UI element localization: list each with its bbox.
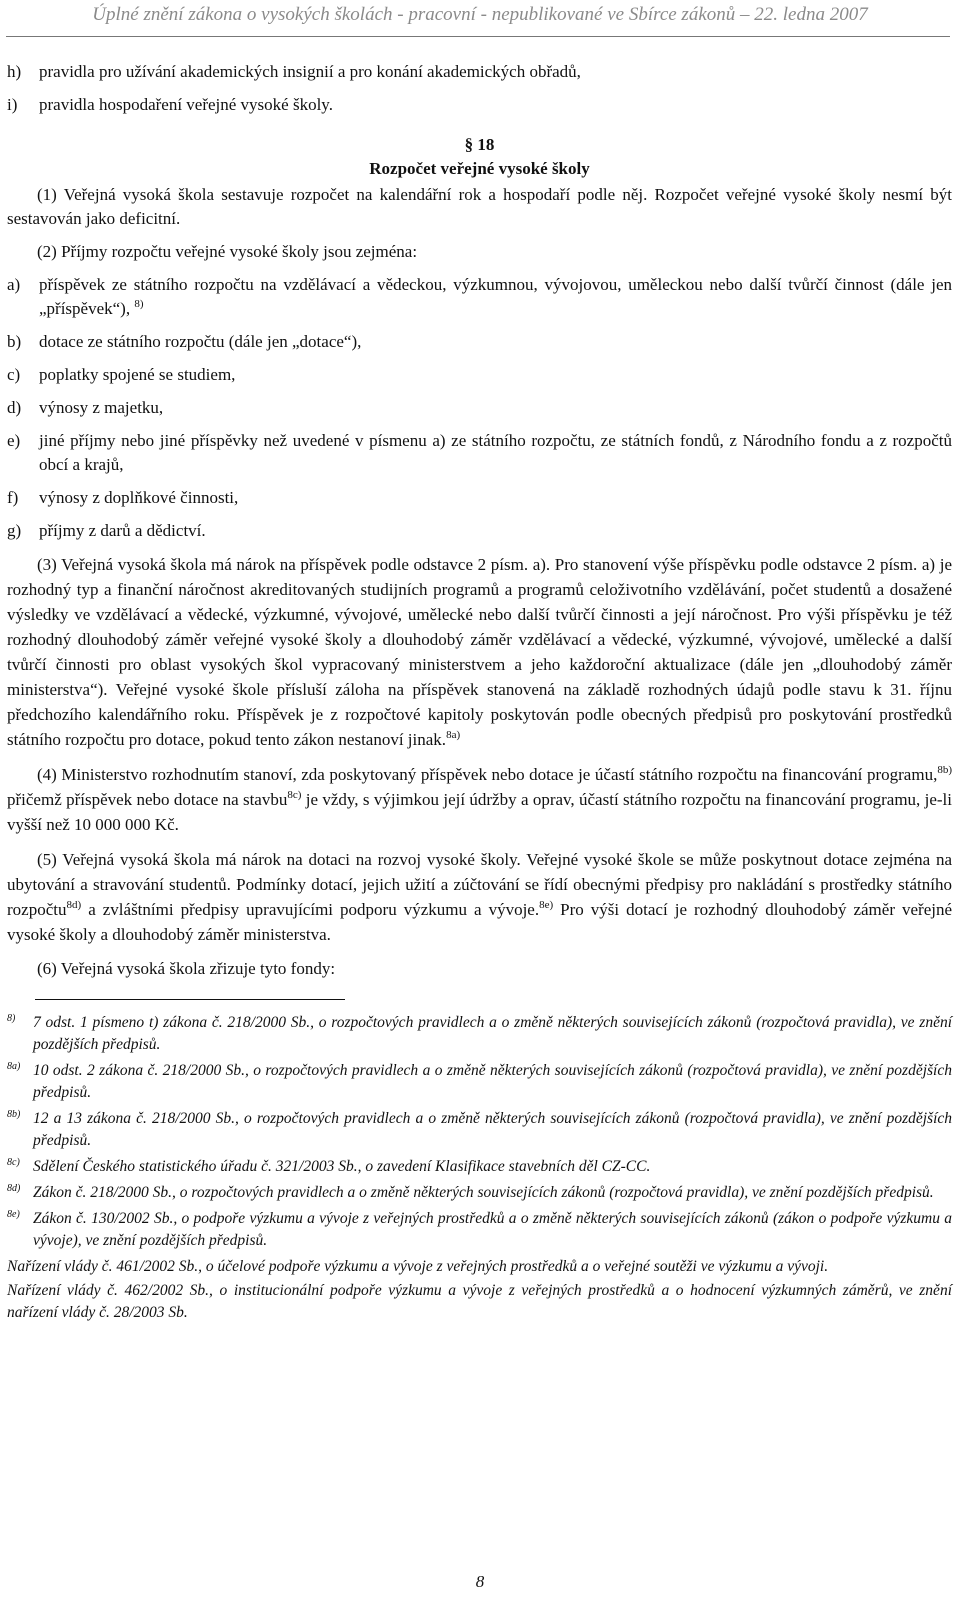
section-number: § 18	[464, 135, 495, 154]
list-marker: d)	[7, 398, 22, 417]
footnote-separator	[35, 999, 345, 1000]
footnote-ref[interactable]: 8d)	[66, 899, 82, 911]
list-marker: f)	[7, 488, 19, 507]
list-marker: i)	[7, 95, 18, 114]
list-text: dotace ze státního rozpočtu (dále jen „dotace“),	[39, 332, 362, 351]
paragraph-4-text-1: (4) Ministerstvo rozhodnutím stanoví, zda poskytovaný příspěvek nebo dotace je účastí státního rozpočtu na financování programu,	[37, 765, 938, 784]
footnote-continuation: Nařízení vlády č. 462/2002 Sb., o institucionální podpoře výzkumu a vývoje z veřejných prostředků a o hodnocení výzkumných záměrů, ve znění nařízení vlády č. 28/2003 Sb.	[7, 1282, 952, 1321]
list-marker: h)	[7, 62, 22, 81]
footnote-marker: 8e)	[7, 1209, 20, 1220]
list-marker: c)	[7, 365, 21, 384]
footnote-ref[interactable]: 8c)	[287, 789, 302, 801]
footnote-marker: 8)	[7, 1013, 16, 1024]
list-item	[7, 486, 952, 510]
footnote-ref[interactable]: 8)	[134, 298, 144, 310]
section-title: Rozpočet veřejné vysoké školy	[369, 159, 590, 178]
list-item	[7, 273, 952, 321]
list-item	[7, 519, 952, 543]
list-text: pravidla hospodaření veřejné vysoké školy.	[39, 95, 333, 114]
list-marker: g)	[7, 521, 22, 540]
list-text: jiné příjmy nebo jiné příspěvky než uvedené v písmenu a) ze státního rozpočtu, ze státních fondů, z Národního fondu a z rozpočtů obcí a krajů,	[39, 431, 952, 474]
list-item	[7, 363, 952, 387]
paragraph-5	[7, 847, 952, 947]
paragraph-2: (2) Příjmy rozpočtu veřejné vysoké školy jsou zejména:	[37, 242, 418, 261]
header-rule	[6, 36, 950, 37]
paragraph-4	[7, 762, 952, 837]
list-text: pravidla pro užívání akademických insignií a pro konání akademických obřadů,	[39, 62, 581, 81]
footnote-ref[interactable]: 8a)	[446, 729, 461, 741]
footnote-text: 10 odst. 2 zákona č. 218/2000 Sb., o rozpočtových pravidlech a o změně některých souvisejících zákonů (rozpočtová pravidla), ve znění pozdějších předpisů.	[33, 1062, 952, 1101]
paragraph-5-text-2: a zvláštními předpisy upravujícími podporu výzkumu a vývoje.	[88, 900, 540, 919]
footnote	[7, 1156, 952, 1178]
list-text-body: příspěvek ze státního rozpočtu na vzdělávací a vědeckou, výzkumnou, vývojovou, uměleckou nebo další tvůrčí činnost (dále jen „příspěvek“),	[39, 275, 952, 318]
list-item	[7, 429, 952, 477]
list-text: poplatky spojené se studiem,	[39, 365, 236, 384]
document-body	[7, 60, 952, 1326]
list-text	[39, 273, 952, 321]
footnote-marker: 8a)	[7, 1061, 21, 1072]
paragraph-4-text-2: přičemž příspěvek nebo dotace na stavbu	[7, 790, 288, 809]
list-item	[7, 60, 952, 84]
list-text: výnosy z doplňkové činnosti,	[39, 488, 239, 507]
footnote-marker: 8d)	[7, 1183, 21, 1194]
footnote-text: 12 a 13 zákona č. 218/2000 Sb., o rozpočtových pravidlech a o změně některých souvisejících zákonů (rozpočtová pravidla), ve znění pozdějších předpisů.	[33, 1110, 952, 1149]
list-item	[7, 396, 952, 420]
footnote-continuation: Nařízení vlády č. 461/2002 Sb., o účelové podpoře výzkumu a vývoje z veřejných prostředků a o veřejné soutěži ve výzkumu a vývoji.	[7, 1258, 829, 1275]
footnote	[7, 1012, 952, 1056]
list-text: příjmy z darů a dědictví.	[39, 521, 206, 540]
list-item	[7, 93, 952, 117]
footnote	[7, 1060, 952, 1104]
footnote-text: 7 odst. 1 písmeno t) zákona č. 218/2000 Sb., o rozpočtových pravidlech a o změně některých souvisejících zákonů (rozpočtová pravidla), ve znění pozdějších předpisů.	[33, 1014, 952, 1053]
footnote	[7, 1208, 952, 1252]
list-text: výnosy z majetku,	[39, 398, 164, 417]
paragraph-5-text-1: (5) Veřejná vysoká škola má nárok na dotaci na rozvoj vysoké školy. Veřejné vysoké škole se může poskytnout dotace zejména na ubytování a stravování studentů. Podmínky dotací, jejich užití a zúčtování se řídí obecnými předpisy pro nakládání s prostředky státního rozpočtu	[7, 850, 952, 919]
footnote-ref[interactable]: 8b)	[937, 764, 952, 776]
paragraph-5-text-3: Pro výši dotací je rozhodný dlouhodobý záměr veřejné vysoké školy a dlouhodobý záměr ministerstva.	[7, 900, 953, 944]
page-number: 8	[475, 1572, 485, 1591]
running-header: Úplné znění zákona o vysokých školách - pracovní - nepublikované ve Sbírce zákonů – 22. ledna 2007	[92, 4, 868, 25]
footnote	[7, 1108, 952, 1152]
list-item	[7, 330, 952, 354]
paragraph-3	[7, 552, 952, 752]
footnote-marker: 8b)	[7, 1109, 21, 1120]
list-marker: b)	[7, 332, 22, 351]
footnote-marker: 8c)	[7, 1157, 20, 1168]
paragraph-3-text: (3) Veřejná vysoká škola má nárok na příspěvek podle odstavce 2 písm. a). Pro stanovení výše příspěvku podle odstavce 2 písm. a) je rozhodný typ a finanční náročnost akreditovaných studijních programů a programů celoživotního vzdělávání, počet studentů a dosažené výsledky ve vzdělávací a vědecké, výzkumné, vývojové, umělecké nebo další tvůrčí činnosti a její náročnost. Pro výši příspěvku je též rozhodný dlouhodobý záměr veřejné vysoké školy a dlouhodobý záměr vzdělávací a vědecké, výzkumné, vývojové, umělecké a další tvůrčí činnosti pro oblast vysokých škol vypracovaný ministerstvem a jeho každoroční aktualizace (dále jen „dlouhodobý záměr ministerstva“). Veřejné vysoké škole přísluší záloha na příspěvek stanovená na základě rozhodných údajů podle stavu k 31. říjnu předchozího kalendářního roku. Příspěvek je z rozpočtové kapitoly poskytován podle obecných předpisů pro poskytování prostředků státního rozpočtu pro dotace, pokud tento zákon nestanoví jinak.	[7, 555, 952, 749]
footnote-text: Zákon č. 218/2000 Sb., o rozpočtových pravidlech a o změně některých souvisejících zákonů (rozpočtová pravidla), ve znění pozdějších předpisů.	[33, 1184, 934, 1201]
paragraph-4-text-3: je vždy, s výjimkou její údržby a oprav, účastí státního rozpočtu na financování programu, je-li vyšší než 10 000 000 Kč.	[7, 790, 953, 834]
list-marker: e)	[7, 431, 21, 450]
paragraph-6: (6) Veřejná vysoká škola zřizuje tyto fondy:	[37, 959, 336, 978]
paragraph-1: (1) Veřejná vysoká škola sestavuje rozpočet na kalendářní rok a hospodaří podle něj. Rozpočet veřejné vysoké školy nesmí být sestavován jako deficitní.	[7, 185, 952, 228]
footnote-text: Zákon č. 130/2002 Sb., o podpoře výzkumu a vývoje z veřejných prostředků a o změně některých souvisejících zákonů (zákon o podpoře výzkumu a vývoje), ve znění pozdějších předpisů.	[33, 1210, 952, 1249]
list-marker: a)	[7, 275, 21, 294]
footnote-ref[interactable]: 8e)	[539, 899, 554, 911]
footnote-text: Sdělení Českého statistického úřadu č. 321/2003 Sb., o zavedení Klasifikace stavebních děl CZ-CC.	[33, 1158, 651, 1175]
footnote	[7, 1182, 952, 1204]
